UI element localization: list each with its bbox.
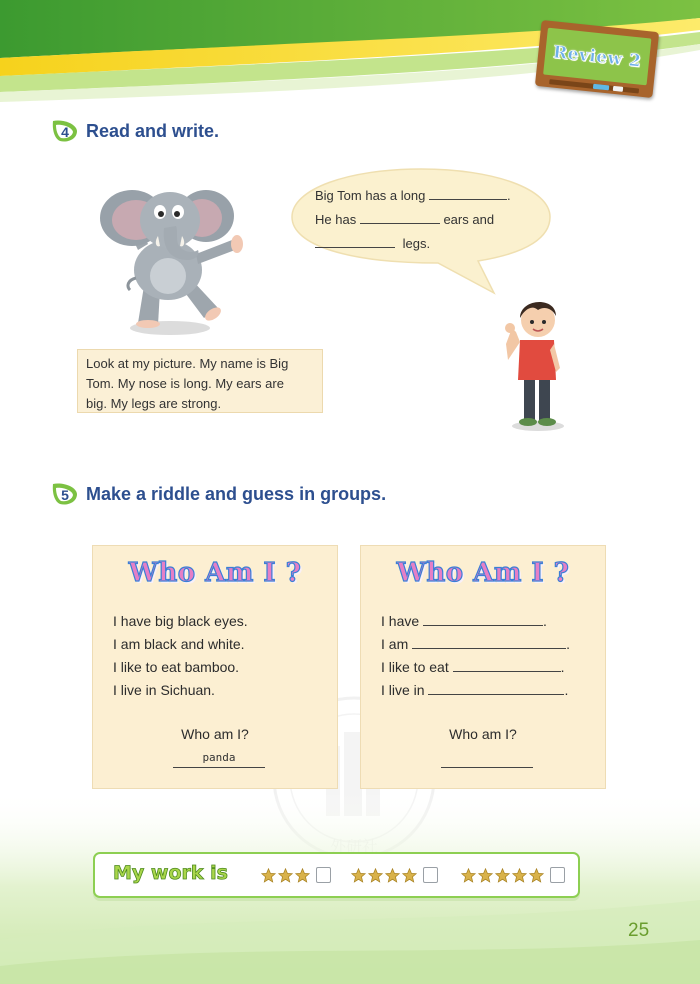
riddle-line-prefix: I like to eat <box>381 659 449 675</box>
answer-blank[interactable] <box>360 211 440 224</box>
rating-5-stars <box>461 867 565 883</box>
section-4-title: Read and write. <box>86 120 220 141</box>
review-badge-label: Review 2 <box>552 41 643 72</box>
elephant-illustration <box>92 168 252 338</box>
riddle-line: I live in Sichuan. <box>113 682 215 698</box>
section-5-title: Make a riddle and guess in groups. <box>86 483 387 504</box>
star-icon <box>512 868 527 883</box>
answer-blank[interactable] <box>453 659 561 672</box>
description-line: big. My legs are strong. <box>86 396 222 411</box>
star-icon <box>461 868 476 883</box>
answer-blank[interactable] <box>428 682 564 695</box>
riddle-lines <box>113 610 317 702</box>
riddle-card-example <box>92 545 338 789</box>
bubble-line-1-end: . <box>506 188 511 203</box>
riddle-answer-blank[interactable] <box>441 746 533 768</box>
bubble-text <box>315 184 540 256</box>
star-icon <box>278 868 293 883</box>
riddle-line: I have big black eyes. <box>113 613 248 629</box>
riddle-line-prefix: I have <box>381 613 420 629</box>
leaf-number-icon <box>50 117 80 145</box>
riddle-line-prefix: I live in <box>381 682 425 698</box>
big-tom-description <box>77 349 323 413</box>
bubble-line-2-start: He has <box>315 212 357 227</box>
riddle-line: I am black and white. <box>113 636 245 652</box>
star-icon <box>478 868 493 883</box>
description-line: Look at my picture. My name is Big <box>86 356 289 371</box>
self-assessment-bar <box>93 852 580 898</box>
section-5-number: 5 <box>61 487 69 503</box>
work-label: My work is <box>113 862 228 884</box>
page-number: 25 <box>628 920 650 941</box>
star-icon <box>351 868 366 883</box>
riddle-lines: I have . I am . I like to eat . I live in . <box>381 613 571 698</box>
bubble-line-1-start: Big Tom has a long <box>315 188 426 203</box>
riddle-line-prefix: I am <box>381 636 409 652</box>
rating-checkbox[interactable] <box>550 867 565 883</box>
answer-blank[interactable] <box>423 613 543 626</box>
answer-blank[interactable] <box>429 187 507 200</box>
answer-blank[interactable] <box>412 636 566 649</box>
review-badge <box>535 20 659 98</box>
leaf-number-icon <box>50 480 80 508</box>
riddle-line: I like to eat bamboo. <box>113 659 240 675</box>
star-icon <box>261 868 276 883</box>
star-icon <box>402 868 417 883</box>
star-icon <box>295 868 310 883</box>
rating-3-stars <box>261 867 331 883</box>
answer-blank[interactable] <box>315 235 395 248</box>
star-icon <box>368 868 383 883</box>
card-title: Who Am I ? <box>396 558 570 588</box>
boy-illustration <box>496 288 576 432</box>
bubble-line-3-end: legs. <box>402 236 431 251</box>
riddle-question: Who am I? <box>181 726 249 742</box>
rating-checkbox[interactable] <box>423 867 438 883</box>
riddle-card-blank <box>360 545 606 789</box>
rating-checkbox[interactable] <box>316 867 331 883</box>
star-icon <box>385 868 400 883</box>
rating-4-stars <box>351 867 438 883</box>
star-icon <box>495 868 510 883</box>
bubble-line-2-end: ears and <box>443 212 495 227</box>
description-line: Tom. My nose is long. My ears are <box>86 376 284 391</box>
section-4-number: 4 <box>61 124 69 140</box>
riddle-answer: panda <box>173 746 265 768</box>
card-title: Who Am I ? <box>128 558 302 588</box>
section-4-heading <box>50 117 219 145</box>
section-5-heading <box>50 480 386 508</box>
riddle-question: Who am I? <box>449 726 517 742</box>
star-icon <box>529 868 544 883</box>
